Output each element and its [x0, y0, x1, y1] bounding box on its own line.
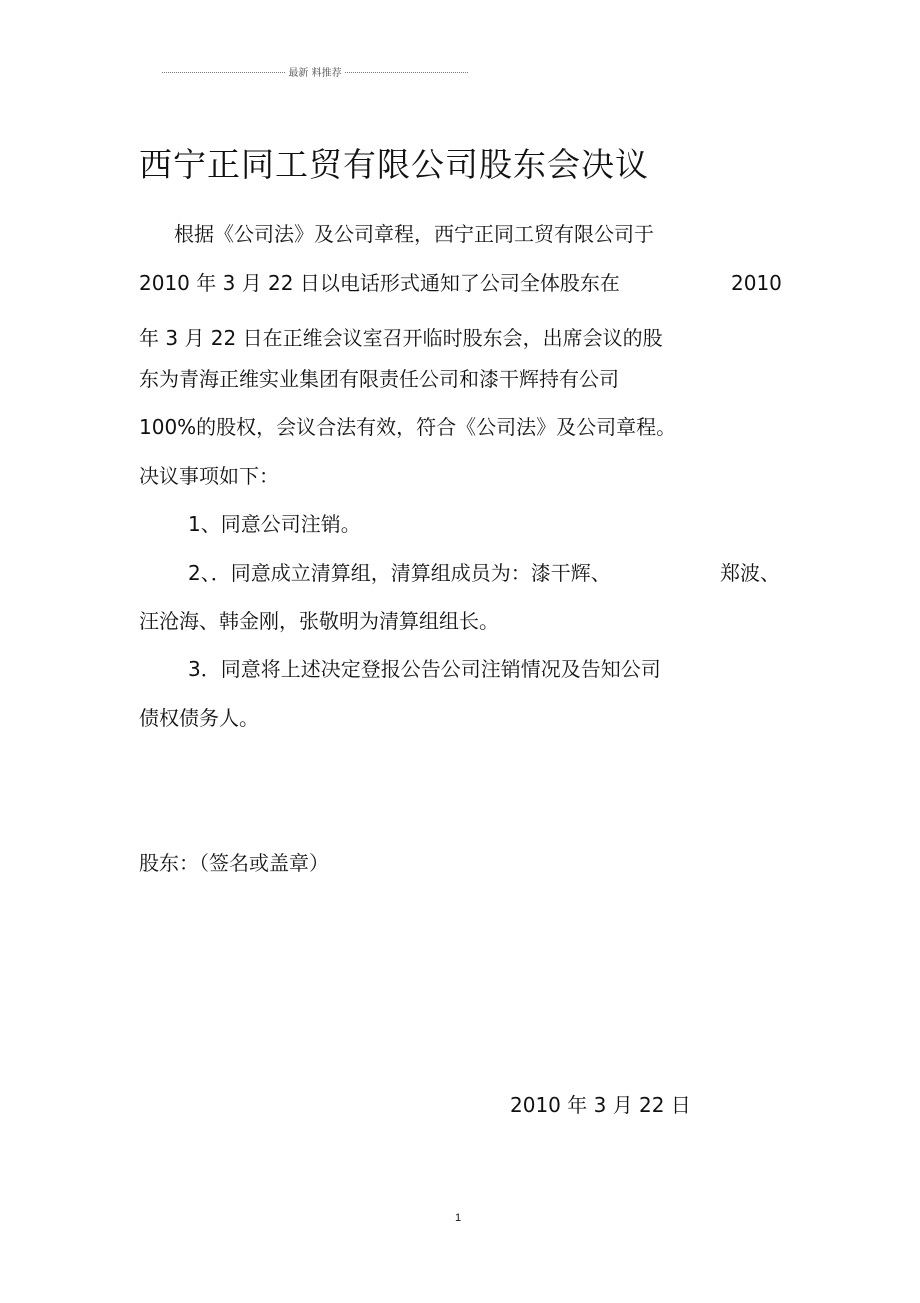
resolution-item-2-continued: 汪沧海、韩金刚，张敬明为清算组组长。	[139, 609, 499, 633]
paragraph-line-2: 2010 年 3 月 22 日以电话形式通知了公司全体股东在	[139, 271, 620, 295]
resolution-item-1: 1、同意公司注销。	[188, 512, 361, 536]
header-dotted-rule-left	[162, 72, 285, 73]
paragraph-line-4: 东为青海正维实业集团有限责任公司和漆干辉持有公司	[139, 367, 619, 391]
paragraph-line-3: 年 3 月 22 日在正维会议室召开临时股东会，出席会议的股	[139, 326, 663, 350]
paragraph-line-2-year: 2010	[731, 271, 782, 295]
document-date: 2010 年 3 月 22 日	[510, 1093, 691, 1117]
document-title: 西宁正同工贸有限公司股东会决议	[139, 145, 649, 184]
header-dotted-rule-right	[345, 72, 468, 73]
paragraph-line-1: 根据《公司法》及公司章程，西宁正同工贸有限公司于	[174, 222, 654, 246]
resolutions-intro: 决议事项如下：	[139, 464, 279, 488]
signature-label: 股东：（签名或盖章）	[139, 851, 329, 875]
header-text: 最新 料推荐	[288, 67, 342, 79]
page-number: 1	[455, 1212, 462, 1224]
resolution-item-3-continued: 债权债务人。	[139, 706, 259, 730]
resolution-item-3: 3．同意将上述决定登报公告公司注销情况及告知公司	[188, 657, 661, 681]
resolution-item-2-member: 郑波、	[720, 561, 780, 585]
page-header	[162, 63, 468, 79]
resolution-item-2: 2、．同意成立清算组，清算组成员为：漆干辉、	[188, 561, 611, 585]
paragraph-line-5: 100%的股权，会议合法有效，符合《公司法》及公司章程。	[139, 415, 677, 439]
